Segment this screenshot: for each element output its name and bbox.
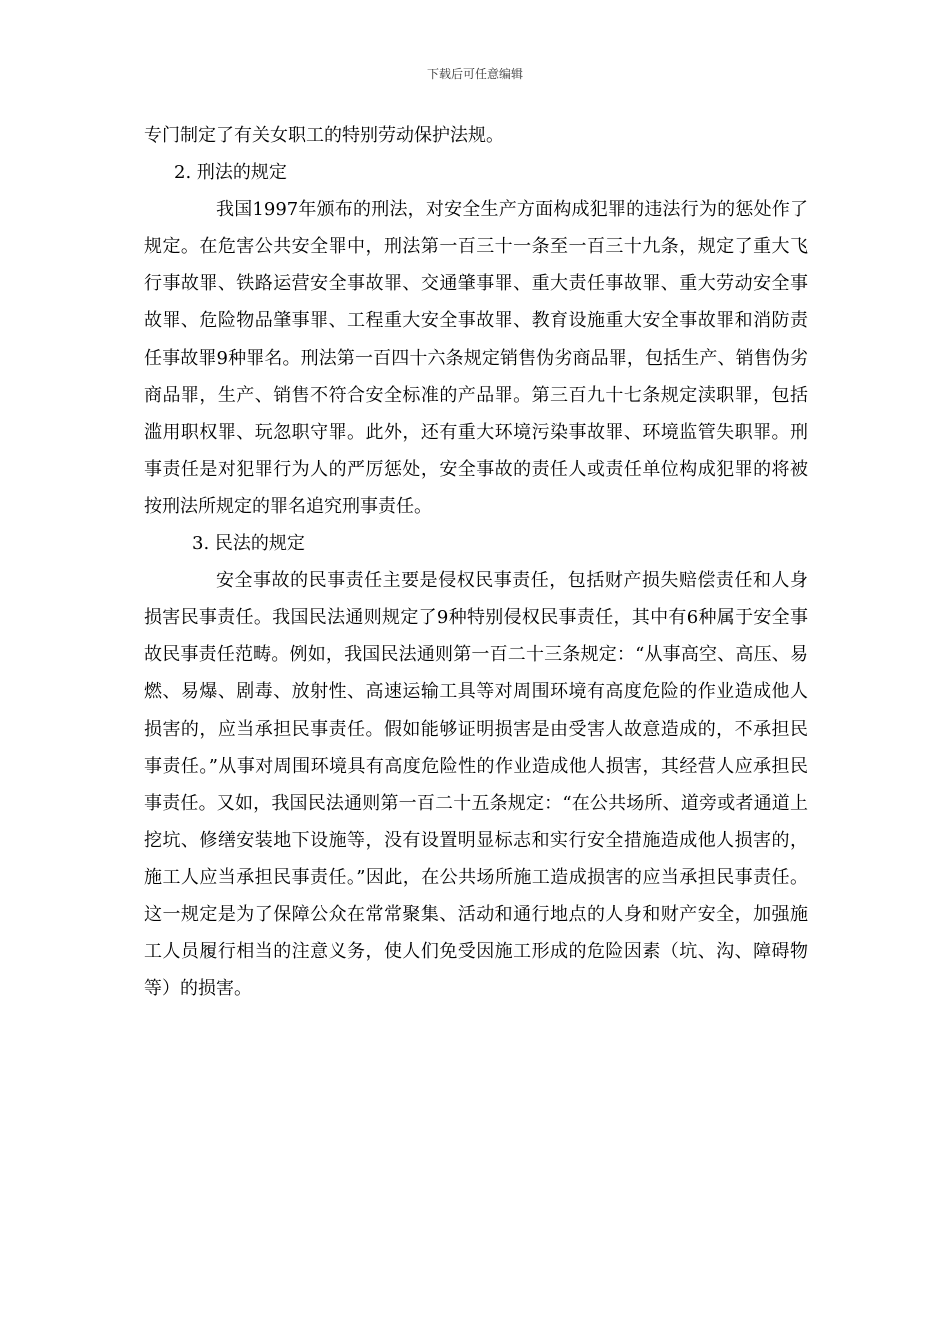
paragraph-civil-law: 安全事故的民事责任主要是侵权民事责任，包括财产损失赔偿责任和人身损害民事责任。我国民法通则规定了9种特别侵权民事责任，其中有6种属于安全事故民事责任范畴。例如，我国民法通则第一百二十三条规定：“从事高空、高压、易燃、易爆、剧毒、放射性、高速运输工具等对周围环境有高度危险的作业造成他人损害的，应当承担民事责任。假如能够证明损害是由受害人故意造成的，不承担民事责任。”从事对周围环境具有高度危险性的作业造成他人损害，其经营人应承担民事责任。又如，我国民法通则第一百二十五条规定：“在公共场所、道旁或者通道上挖坑、修缮安装地下设施等，没有设置明显标志和实行安全措施造成他人损害的，施工人应当承担民事责任。”因此，在公共场所施工造成损害的应当承担民事责任。这一规定是为了保障公众在常常聚集、活动和通行地点的人身和财产安全，加强施工人员履行相当的注意义务，使人们免受因施工形成的危险因素（坑、沟、障碍物等）的损害。 xyxy=(144,570,808,1000)
paragraph-continuation: 专门制定了有关女职工的特别劳动保护法规。 xyxy=(144,125,504,146)
document-body xyxy=(144,117,808,1007)
section-heading-criminal-law: 2. 刑法的规定 xyxy=(174,162,287,184)
section-heading-civil-law: 3. 民法的规定 xyxy=(192,533,305,555)
page-header: 下载后可任意编辑 xyxy=(426,67,523,81)
paragraph-criminal-law: 我国1997年颁布的刑法，对安全生产方面构成犯罪的违法行为的惩处作了规定。在危害公共安全罪中，刑法第一百三十一条至一百三十九条，规定了重大飞行事故罪、铁路运营安全事故罪、交通肇事罪、重大责任事故罪、重大劳动安全事故罪、危险物品肇事罪、工程重大安全事故罪、教育设施重大安全事故罪和消防责任事故罪9种罪名。刑法第一百四十六条规定销售伪劣商品罪，包括生产、销售伪劣商品罪，生产、销售不符合安全标准的产品罪。第三百九十七条规定渎职罪，包括滥用职权罪、玩忽职守罪。此外，还有重大环境污染事故罪、环境监管失职罪。刑事责任是对犯罪行为人的严厉惩处，安全事故的责任人或责任单位构成犯罪的将被按刑法所规定的罪名追究刑事责任。 xyxy=(144,199,808,517)
